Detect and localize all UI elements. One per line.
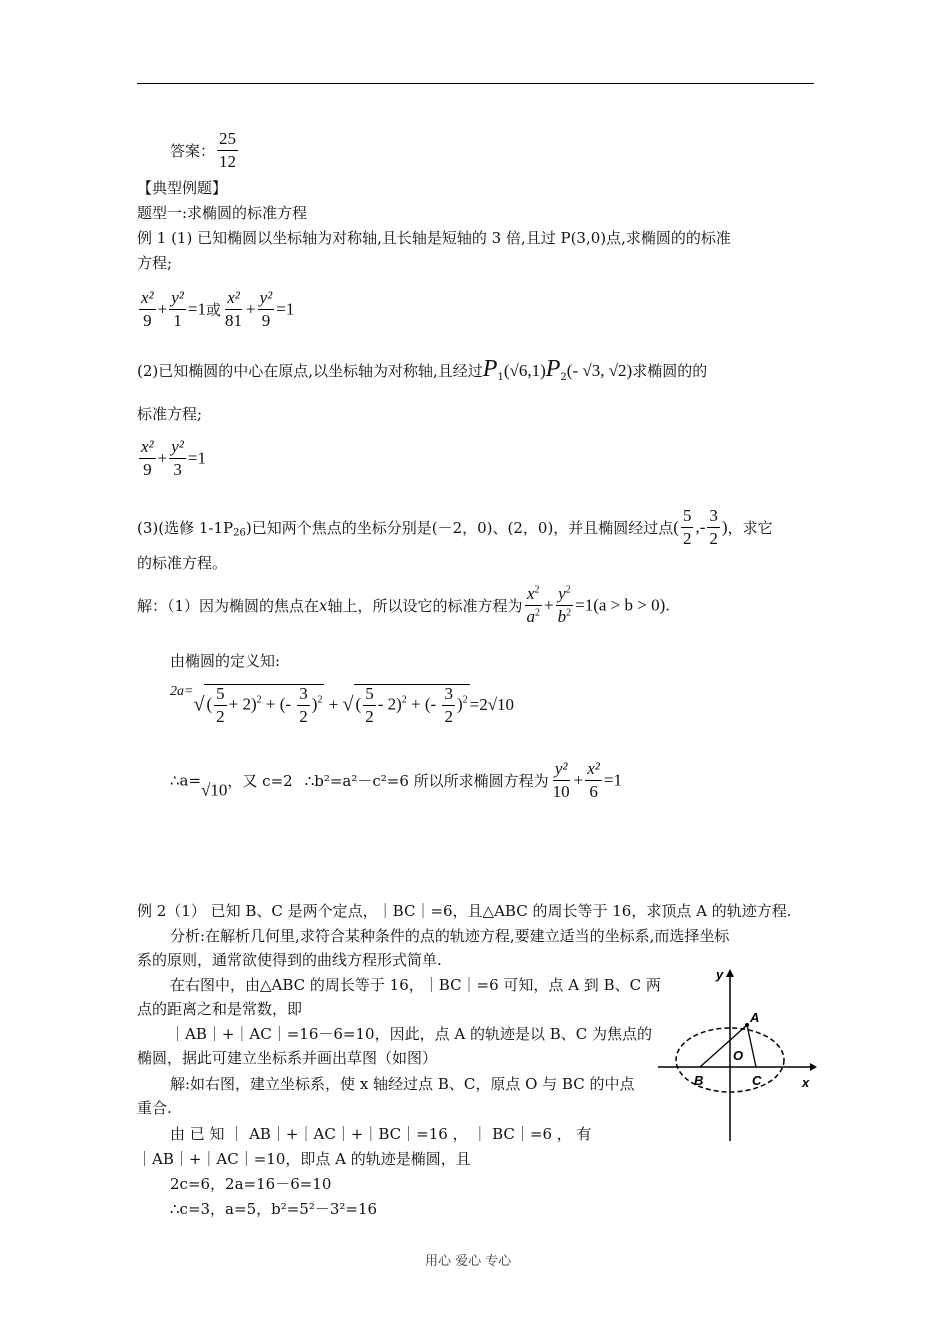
distance-equation: $^{2a=}$√ ( $\frac{5}{2}$ + 2)$^2$ + (- $\frac{3}{2}$ )$^2$ + √ ( $\frac{5}{2}$ - 2)$^2$ + (- $\frac{3}{2}$ )$^2$ =2√10 [170,684,515,726]
example-1-q1: 例 1 (1) 已知椭圆以坐标轴为对称轴,且长轴是短轴的 3 倍,且过 P(3,0)点,求椭圆的的标准 [137,229,731,247]
point-p1: P [482,356,498,382]
example-2-sol-4: ｜AB｜+｜AC｜=10，即点 A 的轨迹是椭圆，且 [137,1150,471,1168]
example-2-para-2: 点的距离之和是常数，即 [137,1000,303,1018]
example-1-answer-2: $\frac{\text{x²}}{9}$ + $\frac{\text{y²}}{3}$ =1 [141,437,206,479]
p2-sub: 2 [560,372,567,383]
example-2-question: 例 2（1） 已知 B、C 是两个定点，｜BC｜=6，且△ABC 的周长等于 16，求顶点 A 的轨迹方程. [137,902,792,920]
frac-den: 9 [143,310,152,330]
solution-intro: 解：（1）因为椭圆的焦点在x轴上，所以设它的标准方程为 $\frac{x^2}{a^2}$ + $\frac{y^2}{b^2}$ =1(a > b > 0). [137,584,671,626]
two-a: 2a= [170,684,194,699]
topic-1-title: 题型一:求椭圆的标准方程 [137,204,308,222]
point-p2: P [545,356,561,382]
header-rule [137,83,814,84]
frac-num: x² [227,288,240,307]
result: =2√10 [469,694,515,714]
example-1-q2-cont: 标准方程; [137,405,203,423]
example-2-para-4: 椭圆，据此可建立坐标系并画出草图（如图） [137,1049,438,1067]
q3-text-c: ，求它 [727,518,773,537]
frac-y2-b2: $\frac{y^2}{b^2}$ [557,584,572,626]
answer-line [170,130,240,171]
sqrt10: √10 [201,780,228,800]
frac-3-2: $\frac{3}{2}$ [709,506,718,548]
frac-den: 10 [552,781,570,801]
therefore-a: ∴a= [170,771,202,790]
frac-num: y² [171,288,184,307]
y-axis-arrow [726,969,734,977]
sol-text-2: 轴上，所以设它的标准方程为 [327,596,523,615]
frac-den: 9 [143,459,152,479]
answer-fraction: $\frac{25}{12}$ [219,129,237,171]
example-2-sol-5: 2c=6，2a=16－6=10 [170,1175,332,1193]
therefore-line: ∴a=√10，又 c=2 ∴b²=a²－c²=6 所以所求椭圆方程为 $\frac{\text{y²}}{10}$ + $\frac{\text{x²}}{6}$ =1 [170,759,623,801]
p2-coords: (- √3, √2) [566,361,633,380]
frac-num: x² [587,759,600,778]
example-2-sol-3: 由 已 知 ｜ AB｜+｜AC｜+｜BC｜=16 ， ｜ BC｜=6 ， 有 [170,1125,592,1143]
p1-coords: (√6,1) [503,361,546,380]
q2-text-b: 求椭圆的的 [632,362,708,380]
frac-num: y² [259,288,273,307]
example-2-para-1: 在右图中，由△ABC 的周长等于 16，｜BC｜=6 可知，点 A 到 B、C 两 [170,976,661,994]
frac-den: 9 [261,310,271,330]
frac-num: y² [171,437,184,456]
example-2-para-3: ｜AB｜+｜AC｜=16－6=10，因此，点 A 的轨迹是以 B、C 为焦点的 [170,1025,652,1043]
q2-text: (2)已知椭圆的中心在原点,以坐标轴为对称轴,且经过 [137,362,483,380]
example-1-q1-cont: 方程; [137,254,173,272]
example-2-analysis-2: 系的原则，通常欲使得到的曲线方程形式简单. [137,951,442,969]
answer-label: 答案： [170,141,216,160]
section-title: 【典型例题】 [137,179,228,197]
therefore-c: ，又 c=2 [227,771,293,790]
sol-text: 解：（1）因为椭圆的焦点在 [137,596,320,615]
example-2-analysis-1: 分析:在解析几何里,求符合某种条件的点的轨迹方程,要建立适当的坐标系,而选择坐标 [170,927,730,945]
frac-x2-a2: $\frac{x^2}{a^2}$ [526,584,541,626]
frac-num: x² [141,288,154,307]
label-A: A [750,1010,760,1025]
frac-5-2: $\frac{5}{2}$ [682,506,692,548]
sol-condition: =1(a > b > 0) [575,595,666,615]
point-A [745,1023,749,1027]
page-footer: 用心 爱心 专心 [425,1254,512,1269]
frac-num: y² [554,759,568,778]
frac-den: 6 [589,781,598,801]
example-1-q3: (3)(选修 $1-1P_{26}$)已知两个焦点的坐标分别是(－2，0)、(2，0)，并且椭圆经过点( $\frac{5}{2}$ ,- $\frac{3}{2}$ )，求它 [137,506,773,548]
frac-den: 81 [225,310,243,330]
example-2-sol-2: 重合. [137,1099,172,1117]
definition-text: 由椭圆的定义知: [170,652,281,670]
frac-num: x² [141,437,154,456]
frac-den: 1 [173,310,182,330]
example-2-sol-1: 解:如右图，建立坐标系，使 x 轴经过点 B、C，原点 O 与 BC 的中点 [170,1075,635,1093]
q3-text-a: (3)(选修 1-1P [137,518,234,537]
therefore-b: ∴b²=a²－c²=6 所以所求椭圆方程为 [304,771,549,790]
or-text: 或 [206,302,222,319]
label-O: O [733,1048,744,1063]
sol-x: x [319,596,328,615]
q3-text-b: )已知两个焦点的坐标分别是(－2，0)、(2，0)，并且椭圆经过点 [245,518,674,537]
example-1-answer-1: $\frac{\text{x²}}{9}$ + $\frac{\text{y²}}{1}$ =1或 $\frac{\text{x²}}{81}$ + $\frac{\text{y²}}{9}$ =1 [141,288,295,330]
label-B: B [694,1073,704,1088]
x-axis-arrow [810,1063,817,1071]
label-y: y [716,967,724,982]
p1-sub: 1 [497,372,504,383]
ellipse-figure [650,965,820,1145]
example-1-q3-cont: 的标准方程。 [137,554,228,572]
q3-sub: 26 [233,527,246,539]
example-2-sol-6: ∴c=3，a=5，b²=5²－3²=16 [170,1200,378,1218]
label-C: C [752,1073,762,1088]
label-x: x [802,1075,810,1090]
frac-den: 3 [173,459,182,479]
example-1-q2 [137,356,707,383]
